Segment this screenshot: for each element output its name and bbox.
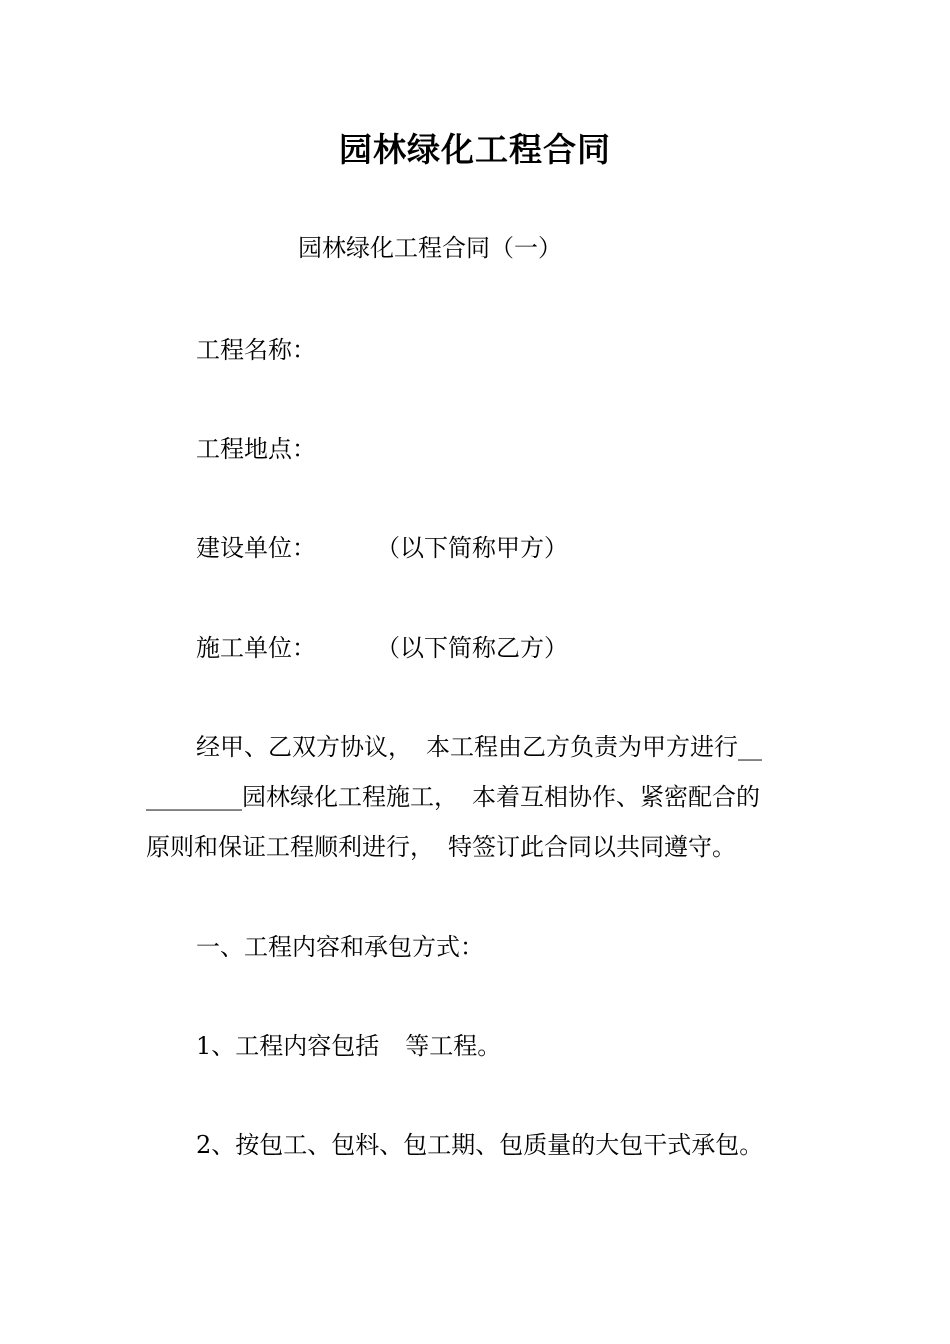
item-1-text-a: 1、工程内容包括 [196,1032,380,1060]
intro-line-1 [196,727,762,767]
intro-line-3 [146,827,736,867]
document-subtitle: 园林绿化工程合同（一） [298,234,562,262]
section-1-item-1 [196,1026,501,1066]
owner-suffix: （以下简称甲方） [376,534,568,562]
contractor-line [196,628,568,668]
section-1-heading: 一、工程内容和承包方式： [196,933,484,961]
owner-label: 建设单位： [196,534,316,562]
section-1-item-2: 2、按包工、包料、包工期、包质量的大包干式承包。 [196,1131,764,1159]
intro-blank-1: __ [738,733,762,761]
project-name-label: 工程名称： [196,336,316,364]
item-1-text-b: 等工程。 [405,1032,502,1060]
contractor-suffix: （以下简称乙方） [376,634,568,662]
document-title: 园林绿化工程合同 [339,130,611,169]
intro-text-1a: 经甲、乙双方协议， [196,733,412,761]
project-location-label: 工程地点： [196,435,316,463]
intro-blank-2: ________ [146,783,242,811]
intro-text-1b: 本工程由乙方负责为甲方进行 [426,733,738,761]
intro-text-3b: 特签订此合同以共同遵守。 [448,833,736,861]
owner-line [196,528,568,568]
intro-text-2b: 本着互相协作、紧密配合的 [472,783,760,811]
intro-line-2 [146,777,760,817]
intro-text-2a: 园林绿化工程施工， [242,783,458,811]
intro-text-3a: 原则和保证工程顺利进行， [146,833,434,861]
contractor-label: 施工单位： [196,634,316,662]
